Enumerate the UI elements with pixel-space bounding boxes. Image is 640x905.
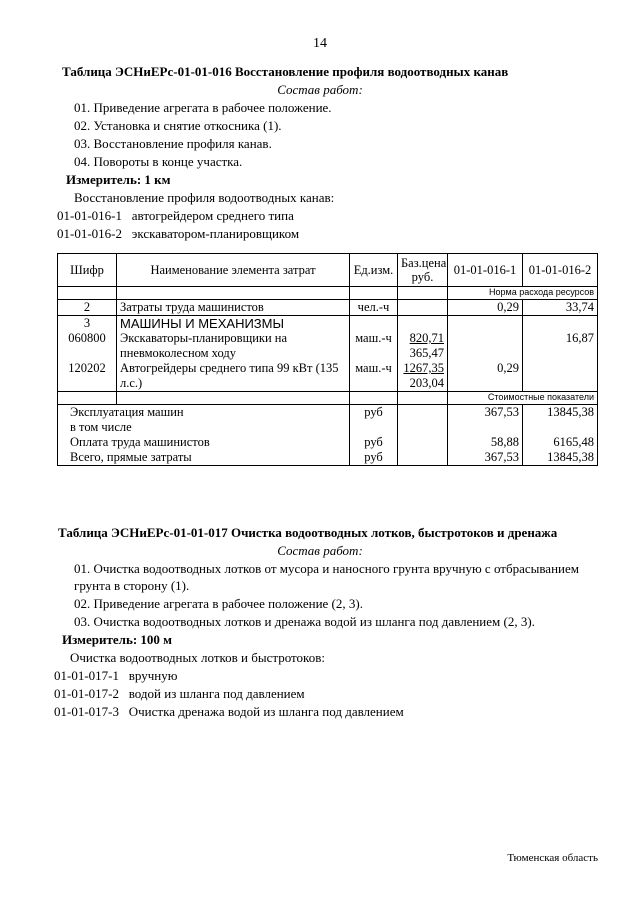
table-row (58, 420, 598, 435)
norm-label: Норма расхода ресурсов (448, 287, 598, 300)
footer-region: Тюменская область (507, 852, 598, 864)
code: 01-01-017-1 (54, 668, 119, 683)
table-row (58, 450, 598, 466)
row-name: Затраты труда машинистов (117, 300, 350, 316)
table-row (58, 376, 598, 392)
row-value-2: 6165,48 (523, 435, 598, 450)
row-name: Эксплуатация машин (58, 405, 350, 421)
row-value-2: 13845,38 (523, 405, 598, 421)
row-price-2: 203,04 (398, 376, 448, 392)
code: 01-01-017-2 (54, 686, 119, 701)
row-name: в том числе (58, 420, 350, 435)
row-code: 120202 (58, 361, 117, 376)
work-item: 02. Приведение агрегата в рабочее положение (2, 3). (74, 596, 363, 611)
work-item-cont: грунта в сторону (1). (74, 578, 190, 593)
code-desc: водой из шланга под давлением (128, 686, 305, 701)
row-value-1: 0,29 (448, 300, 523, 316)
row-value-2: 13845,38 (523, 450, 598, 466)
row-code: 060800 (58, 331, 117, 346)
row-price: 820,71 (409, 331, 444, 345)
meter-017: Измеритель: 100 м (62, 632, 173, 647)
row-unit: маш.-ч (350, 331, 398, 346)
table-row (58, 316, 598, 332)
table-row (58, 435, 598, 450)
work-item: 03. Очистка водоотводных лотков и дренажа водой из шланга под давлением (2, 3). (74, 614, 535, 629)
code-desc: вручную (128, 668, 178, 683)
row-unit: руб (350, 450, 398, 466)
row-name-cont: л.с.) (117, 376, 350, 392)
col-header-name: Наименование элемента затрат (117, 254, 350, 287)
cost-label: Стоимостные показатели (448, 392, 598, 405)
meter-016: Измеритель: 1 км (66, 172, 171, 187)
works-title-017: Состав работ: (277, 543, 363, 558)
norm-label-row (58, 287, 598, 300)
row-value-1: 0,29 (448, 361, 523, 376)
table-header-row (58, 254, 598, 287)
work-item: 04. Повороты в конце участка. (74, 154, 243, 169)
col-header-price: Баз.цена руб. (398, 254, 448, 287)
col-header-code: Шифр (58, 254, 117, 287)
table-row (58, 300, 598, 316)
row-name: Оплата труда машинистов (58, 435, 350, 450)
code-item (57, 226, 299, 242)
row-name: Всего, прямые затраты (58, 450, 350, 466)
table-016-caption: Таблица ЭСНиЕРс-01-01-016 Восстановление профиля водоотводных канав (62, 64, 509, 79)
row-value-2: 33,74 (523, 300, 598, 316)
section-title: МАШИНЫ И МЕХАНИЗМЫ (117, 316, 350, 332)
row-unit: руб (350, 435, 398, 450)
col-header-016-2: 01-01-016-2 (523, 254, 598, 287)
cost-label-row (58, 392, 598, 405)
row-price: 1267,35 (403, 361, 444, 375)
row-value-1 (448, 331, 523, 346)
work-item: 01. Приведение агрегата в рабочее положение. (74, 100, 332, 115)
row-price-2: 365,47 (398, 346, 448, 361)
code: 01-01-016-2 (57, 226, 122, 241)
row-unit: чел.-ч (350, 300, 398, 316)
code: 01-01-017-3 (54, 704, 119, 719)
row-value-1: 367,53 (448, 405, 523, 421)
row-value-1: 58,88 (448, 435, 523, 450)
row-unit: руб (350, 405, 398, 421)
page-number: 14 (313, 36, 327, 51)
code-desc: автогрейдером среднего типа (131, 208, 294, 223)
code: 01-01-016-1 (57, 208, 122, 223)
row-name: Экскаваторы-планировщики на (117, 331, 350, 346)
row-value-1: 367,53 (448, 450, 523, 466)
work-item: 01. Очистка водоотводных лотков от мусора и наносного грунта вручную с отбрасыванием (74, 561, 579, 576)
code-item (54, 668, 177, 684)
row-value-2: 16,87 (523, 331, 598, 346)
work-item: 02. Установка и снятие откосника (1). (74, 118, 282, 133)
code-item (57, 208, 294, 224)
works-title-016: Состав работ: (277, 82, 363, 97)
col-header-016-1: 01-01-016-1 (448, 254, 523, 287)
work-item: 03. Восстановление профиля канав. (74, 136, 272, 151)
group-title-017: Очистка водоотводных лотков и быстротоков: (70, 650, 325, 665)
row-name-cont: пневмоколесном ходу (117, 346, 350, 361)
code-desc: Очистка дренажа водой из шланга под давлением (128, 704, 404, 719)
cost-table-016 (57, 253, 598, 466)
table-row (58, 405, 598, 421)
table-row (58, 346, 598, 361)
row-unit: маш.-ч (350, 361, 398, 376)
code-item (54, 686, 305, 702)
code-item (54, 704, 404, 720)
row-code: 2 (58, 300, 117, 316)
group-title-016: Восстановление профиля водоотводных канав: (74, 190, 335, 205)
col-header-unit: Ед.изм. (350, 254, 398, 287)
row-value-2 (523, 361, 598, 376)
code-desc: экскаватором-планировщиком (131, 226, 300, 241)
row-name: Автогрейдеры среднего типа 99 кВт (135 (117, 361, 350, 376)
table-row (58, 331, 598, 346)
table-017-caption: Таблица ЭСНиЕРс-01-01-017 Очистка водоотводных лотков, быстротоков и дренажа (58, 525, 558, 540)
row-code: 3 (58, 316, 117, 332)
table-row (58, 361, 598, 376)
